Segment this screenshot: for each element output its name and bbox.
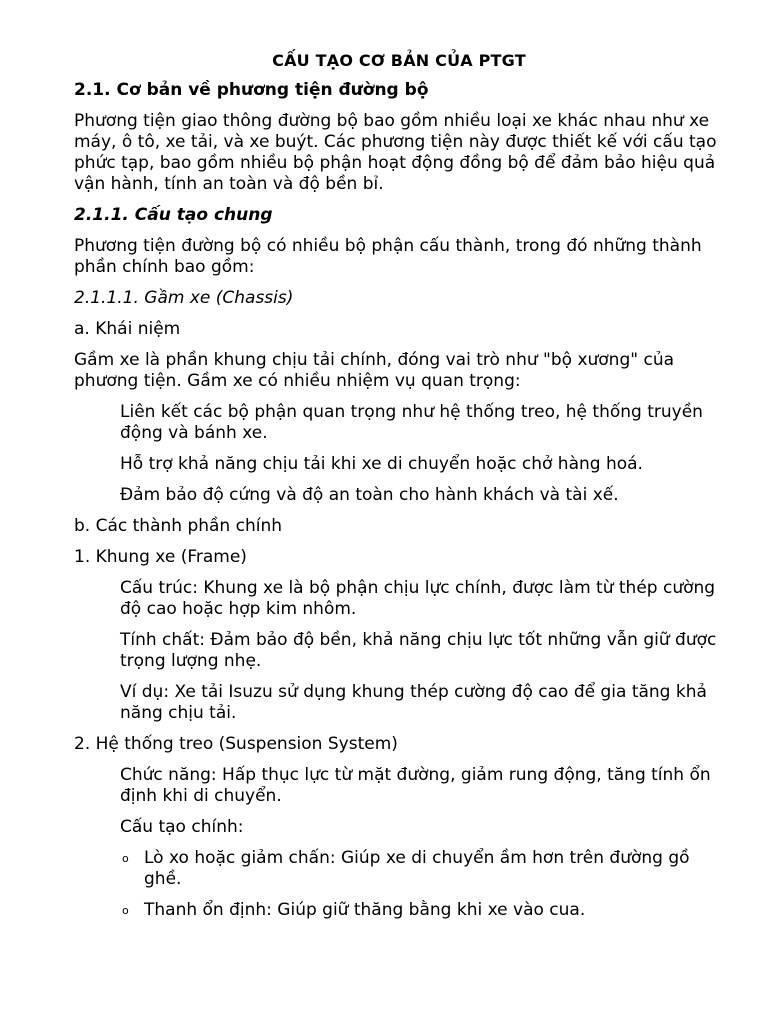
list-item: Hỗ trợ khả năng chịu tải khi xe di chuyển hoặc chở hàng hoá. [120, 454, 643, 474]
list-item: Đảm bảo độ cứng và độ an toàn cho hành khách và tài xế. [120, 485, 619, 505]
circle-bullet-icon: o [122, 852, 129, 865]
item-1-heading: 1. Khung xe (Frame) [74, 547, 247, 567]
subheading-b: b. Các thành phần chính [74, 516, 283, 536]
sub-list-item-text: Thanh ổn định: Giúp giữ thăng bằng khi xe vào cua. [144, 900, 586, 920]
section-2-1-paragraph: Phương tiện giao thông đường bộ bao gồm nhiều loại xe khác nhau như xe máy, ô tô, xe tải, và xe buýt. Các phương tiện này được thiết kế với cấu tạo phức tạp, bao gồm nhiều bộ phận hoạt động đồng bộ để đảm bảo hiệu quả vận hành, tính an toàn và độ bền bỉ. [74, 111, 717, 194]
list-item: Tính chất: Đảm bảo độ bền, khả năng chịu lực tốt những vẫn giữ được trọng lượng nhẹ. [120, 630, 717, 671]
list-item: Cấu tạo chính: [120, 817, 244, 837]
section-heading-2-1-1: 2.1.1. Cấu tạo chung [74, 205, 273, 225]
section-heading-2-1: 2.1. Cơ bản về phương tiện đường bộ [74, 80, 429, 100]
sub-list-item-text: Lò xo hoặc giảm chấn: Giúp xe di chuyển ầm hơn trên đường gồ ghề. [144, 848, 690, 889]
subheading-a: a. Khái niệm [74, 319, 181, 339]
section-heading-2-1-1-1: 2.1.1.1. Gầm xe (Chassis) [74, 288, 294, 308]
list-item: Liên kết các bộ phận quan trọng như hệ thống treo, hệ thống truyền động và bánh xe. [120, 402, 703, 443]
list-item: Cấu trúc: Khung xe là bộ phận chịu lực chính, được làm từ thép cường độ cao hoặc hợp kim nhôm. [120, 578, 716, 619]
list-item: Chức năng: Hấp thục lực từ mặt đường, giảm rung động, tăng tính ổn định khi di chuyển. [120, 765, 711, 806]
circle-bullet-icon: o [122, 904, 129, 917]
list-item: Ví dụ: Xe tải Isuzu sử dụng khung thép cường độ cao để gia tăng khả năng chịu tải. [120, 682, 707, 723]
section-2-1-1-paragraph: Phương tiện đường bộ có nhiều bộ phận cấu thành, trong đó những thành phần chính bao gồm: [74, 236, 702, 277]
sub-list-item [122, 848, 724, 890]
section-a-paragraph: Gầm xe là phần khung chịu tải chính, đóng vai trò như "bộ xương" của phương tiện. Gầm xe có nhiều nhiệm vụ quan trọng: [74, 350, 675, 391]
sub-list-item [122, 900, 724, 921]
document-body [74, 50, 724, 931]
item-2-heading: 2. Hệ thống treo (Suspension System) [74, 734, 398, 754]
document-title: CẤU TẠO CƠ BẢN CỦA PTGT [272, 51, 526, 70]
